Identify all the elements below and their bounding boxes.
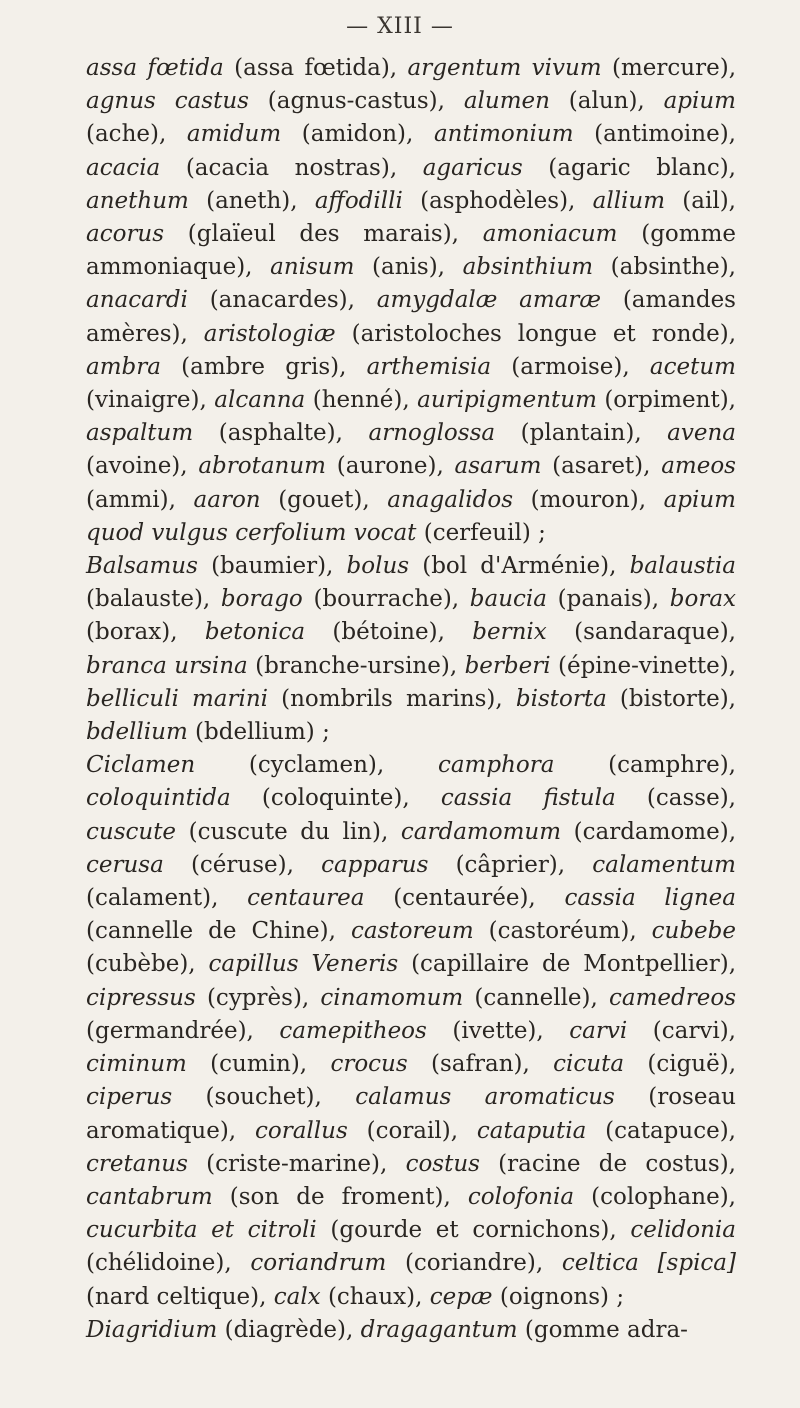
french-gloss: (céruse), [163, 851, 322, 878]
latin-term: Diagridium [86, 1316, 218, 1343]
french-gloss: (agaric blanc), [522, 154, 736, 181]
latin-term: baucia [469, 586, 547, 613]
french-gloss: (ciguë), [624, 1051, 736, 1078]
latin-term: cassia fistula [440, 785, 616, 812]
french-gloss: (bistorte), [606, 685, 736, 712]
french-gloss: (coriandre), [386, 1250, 562, 1277]
french-gloss: (bétoine), [305, 619, 473, 646]
french-gloss: (roseau aromatique), [86, 1084, 736, 1144]
latin-term: ciminum [86, 1051, 187, 1078]
paragraph-d [86, 1314, 736, 1347]
french-gloss: (vinaigre), [86, 387, 215, 414]
latin-term: balaustia [629, 553, 736, 580]
latin-term: cicuta [553, 1051, 625, 1078]
french-gloss: (anacardes), [187, 287, 377, 314]
french-gloss: (ache), [86, 121, 187, 148]
french-gloss: (asphodèles), [402, 187, 593, 214]
latin-term: allium [592, 187, 666, 214]
latin-term: carvi [569, 1017, 628, 1044]
french-gloss: (borax), [86, 619, 205, 646]
french-gloss: (acacia nostras), [160, 154, 423, 181]
french-gloss: (calament), [86, 885, 248, 912]
french-gloss: (ambre gris), [160, 353, 367, 380]
french-gloss: (diagrède), [217, 1316, 361, 1343]
latin-term: arthemisia [366, 353, 492, 380]
french-gloss: (épine-vinette), [550, 652, 737, 679]
french-gloss: (orpiment), [596, 387, 736, 414]
latin-term: cataputia [476, 1117, 587, 1144]
french-gloss: (aurone), [326, 453, 455, 480]
latin-term: aristologiæ [203, 320, 336, 347]
french-gloss: (bourrache), [302, 586, 470, 613]
french-gloss: (criste-marine), [187, 1150, 406, 1177]
latin-term: capillus Veneris [208, 951, 399, 978]
french-gloss: (oignons) ; [492, 1283, 625, 1310]
french-gloss: (câprier), [428, 851, 593, 878]
latin-term: argentum vivum [407, 55, 602, 81]
french-gloss: (cannelle de Chine), [86, 918, 351, 945]
french-gloss: (cubèbe), [86, 951, 209, 978]
latin-term: bolus [346, 553, 410, 580]
french-gloss: (gourde et cornichons), [316, 1217, 631, 1244]
french-gloss: (avoine), [86, 453, 199, 480]
latin-term: corallus [254, 1117, 348, 1144]
latin-term: alumen [463, 88, 550, 115]
latin-term: arnoglossa [368, 420, 496, 447]
french-gloss: (gouet), [260, 486, 388, 513]
french-gloss: (chélidoine), [86, 1250, 251, 1277]
french-gloss: (baumier), [197, 553, 347, 580]
latin-term: borago [220, 586, 303, 613]
latin-term: amoniacum [482, 221, 618, 248]
french-gloss: (aneth), [188, 187, 315, 214]
french-gloss: (casse), [615, 785, 736, 812]
latin-term: dragagantum [360, 1316, 518, 1343]
french-gloss: (cannelle), [463, 984, 609, 1011]
latin-term: cucurbita et citroli [86, 1217, 317, 1244]
french-gloss: (nombrils marins), [268, 685, 516, 712]
latin-term: asarum [454, 453, 542, 480]
french-gloss: (asaret), [541, 453, 662, 480]
latin-term: calamus aromaticus [355, 1084, 615, 1111]
latin-term: coloquintida [86, 785, 231, 812]
latin-term: bistorta [515, 685, 607, 712]
french-gloss: (capillaire de Montpellier), [398, 951, 737, 978]
french-gloss: (antimoine), [573, 121, 736, 148]
latin-term: camphora [437, 752, 555, 779]
french-gloss: (cyprès), [195, 984, 321, 1011]
latin-term: assa fœtida [86, 55, 224, 81]
french-gloss: (gomme ammoniaque), [86, 221, 736, 281]
latin-term: Balsamus [86, 553, 198, 580]
french-gloss: (balauste), [86, 586, 221, 613]
french-gloss: (sandaraque), [546, 619, 736, 646]
french-gloss: (agnus-castus), [248, 88, 464, 115]
latin-term: capparus [321, 851, 429, 878]
latin-term: Ciclamen [86, 752, 196, 779]
latin-term: anisum [270, 254, 355, 281]
latin-term: ameos [661, 453, 736, 480]
paragraph-c [86, 749, 736, 1313]
latin-term: abrotanum [198, 453, 326, 480]
french-gloss: (henné), [305, 387, 418, 414]
latin-term: coriandrum [250, 1250, 387, 1277]
latin-term: avena [667, 420, 736, 447]
latin-term: bdellium [86, 719, 188, 746]
latin-term: branca ursina [86, 652, 248, 679]
latin-term: cinamomum [320, 984, 464, 1011]
french-gloss: (germandrée), [86, 1017, 280, 1044]
latin-term: cepæ [429, 1283, 493, 1310]
french-gloss: (branche-ursine), [247, 652, 465, 679]
latin-term: auripigmentum [417, 387, 597, 414]
latin-term: camepitheos [279, 1017, 427, 1044]
french-gloss: (cerfeuil) ; [416, 519, 546, 546]
french-gloss: (colophane), [574, 1183, 736, 1210]
latin-term: celidonia [630, 1217, 736, 1244]
latin-term: ciperus [86, 1084, 173, 1111]
french-gloss: (alun), [549, 88, 664, 115]
french-gloss: (bol d'Arménie), [409, 553, 630, 580]
french-gloss: (aristoloches longue et ronde), [335, 320, 737, 347]
french-gloss: (assa fœtida), [223, 55, 408, 81]
latin-term: acetum [649, 353, 736, 380]
french-gloss: (cardamome), [561, 818, 737, 845]
latin-term: bernix [472, 619, 547, 646]
french-gloss: (racine de costus), [479, 1150, 736, 1177]
french-gloss: (corail), [347, 1117, 477, 1144]
french-gloss: (carvi), [627, 1017, 736, 1044]
french-gloss: (panais), [547, 586, 670, 613]
paragraph-a [86, 52, 736, 550]
french-gloss: (ail), [665, 187, 736, 214]
latin-term: calx [273, 1283, 321, 1310]
french-gloss: (cyclamen), [195, 752, 438, 779]
latin-term: antimonium [433, 121, 574, 148]
latin-term: acorus [86, 221, 165, 248]
latin-term: celtica [spica] [561, 1250, 736, 1277]
latin-term: absinthium [462, 254, 594, 281]
french-gloss: (camphre), [554, 752, 736, 779]
french-gloss: (bdellium) ; [187, 719, 330, 746]
latin-term: cardamomum [400, 818, 562, 845]
latin-term: calamentum [592, 851, 736, 878]
french-gloss: (plantain), [495, 420, 668, 447]
latin-term: castoreum [350, 918, 474, 945]
latin-term: aspaltum [86, 420, 194, 447]
french-gloss: (armoise), [491, 353, 650, 380]
latin-term: apium quod vulgus cerfolium vocat [86, 486, 736, 546]
paragraph-b [86, 550, 736, 749]
latin-term: berberi [464, 652, 551, 679]
latin-term: centaurea [247, 885, 365, 912]
french-gloss: (son de froment), [212, 1183, 468, 1210]
french-gloss: (safran), [407, 1051, 554, 1078]
french-gloss: (ivette), [426, 1017, 570, 1044]
french-gloss: (cuscute du lin), [176, 818, 401, 845]
latin-term: colofonia [467, 1183, 575, 1210]
latin-term: ambra [86, 353, 161, 380]
french-gloss: (castoréum), [473, 918, 652, 945]
latin-term: aaron [193, 486, 261, 513]
latin-term: camedreos [609, 984, 736, 1011]
french-gloss: (nard celtique), [86, 1283, 274, 1310]
french-gloss: (chaux), [320, 1283, 430, 1310]
latin-term: cipressus [86, 984, 196, 1011]
latin-term: cubebe [651, 918, 736, 945]
latin-term: agnus castus [86, 88, 249, 115]
latin-term: borax [669, 586, 736, 613]
french-gloss: (anis), [354, 254, 463, 281]
french-gloss: (absinthe), [593, 254, 736, 281]
latin-term: cantabrum [86, 1183, 213, 1210]
latin-term: anagalidos [387, 486, 514, 513]
latin-term: crocus [330, 1051, 408, 1078]
page-number-header: — XIII — [346, 14, 454, 39]
latin-term: cassia lignea [564, 885, 736, 912]
latin-term: betonica [204, 619, 306, 646]
latin-term: agaricus [422, 154, 523, 181]
french-gloss: (coloquinte), [230, 785, 441, 812]
latin-term: cretanus [86, 1150, 188, 1177]
latin-term: affodilli [314, 187, 403, 214]
french-gloss: (amandes amères), [86, 287, 736, 347]
french-gloss: (glaïeul des marais), [164, 221, 483, 248]
latin-term: cerusa [86, 851, 164, 878]
latin-term: amygdalæ amaræ [376, 287, 602, 314]
french-gloss: (amidon), [281, 121, 434, 148]
latin-term: alcanna [214, 387, 306, 414]
french-gloss: (asphalte), [193, 420, 369, 447]
french-gloss: (centaurée), [364, 885, 565, 912]
french-gloss: (mouron), [513, 486, 664, 513]
latin-term: apium [663, 88, 736, 115]
latin-term: anacardi [86, 287, 188, 314]
latin-term: cuscute [86, 818, 177, 845]
latin-term: amidum [186, 121, 282, 148]
page-body [86, 52, 736, 1347]
french-gloss: (catapuce), [586, 1117, 736, 1144]
latin-term: acacia [86, 154, 161, 181]
latin-term: belliculi marini [86, 685, 268, 712]
french-gloss: (ammi), [86, 486, 194, 513]
french-gloss: (mercure), [601, 55, 737, 81]
latin-term: costus [405, 1150, 480, 1177]
french-gloss: (cumin), [186, 1051, 331, 1078]
latin-term: anethum [86, 187, 189, 214]
french-gloss: (souchet), [172, 1084, 356, 1111]
french-gloss: (gomme adra- [517, 1316, 688, 1343]
